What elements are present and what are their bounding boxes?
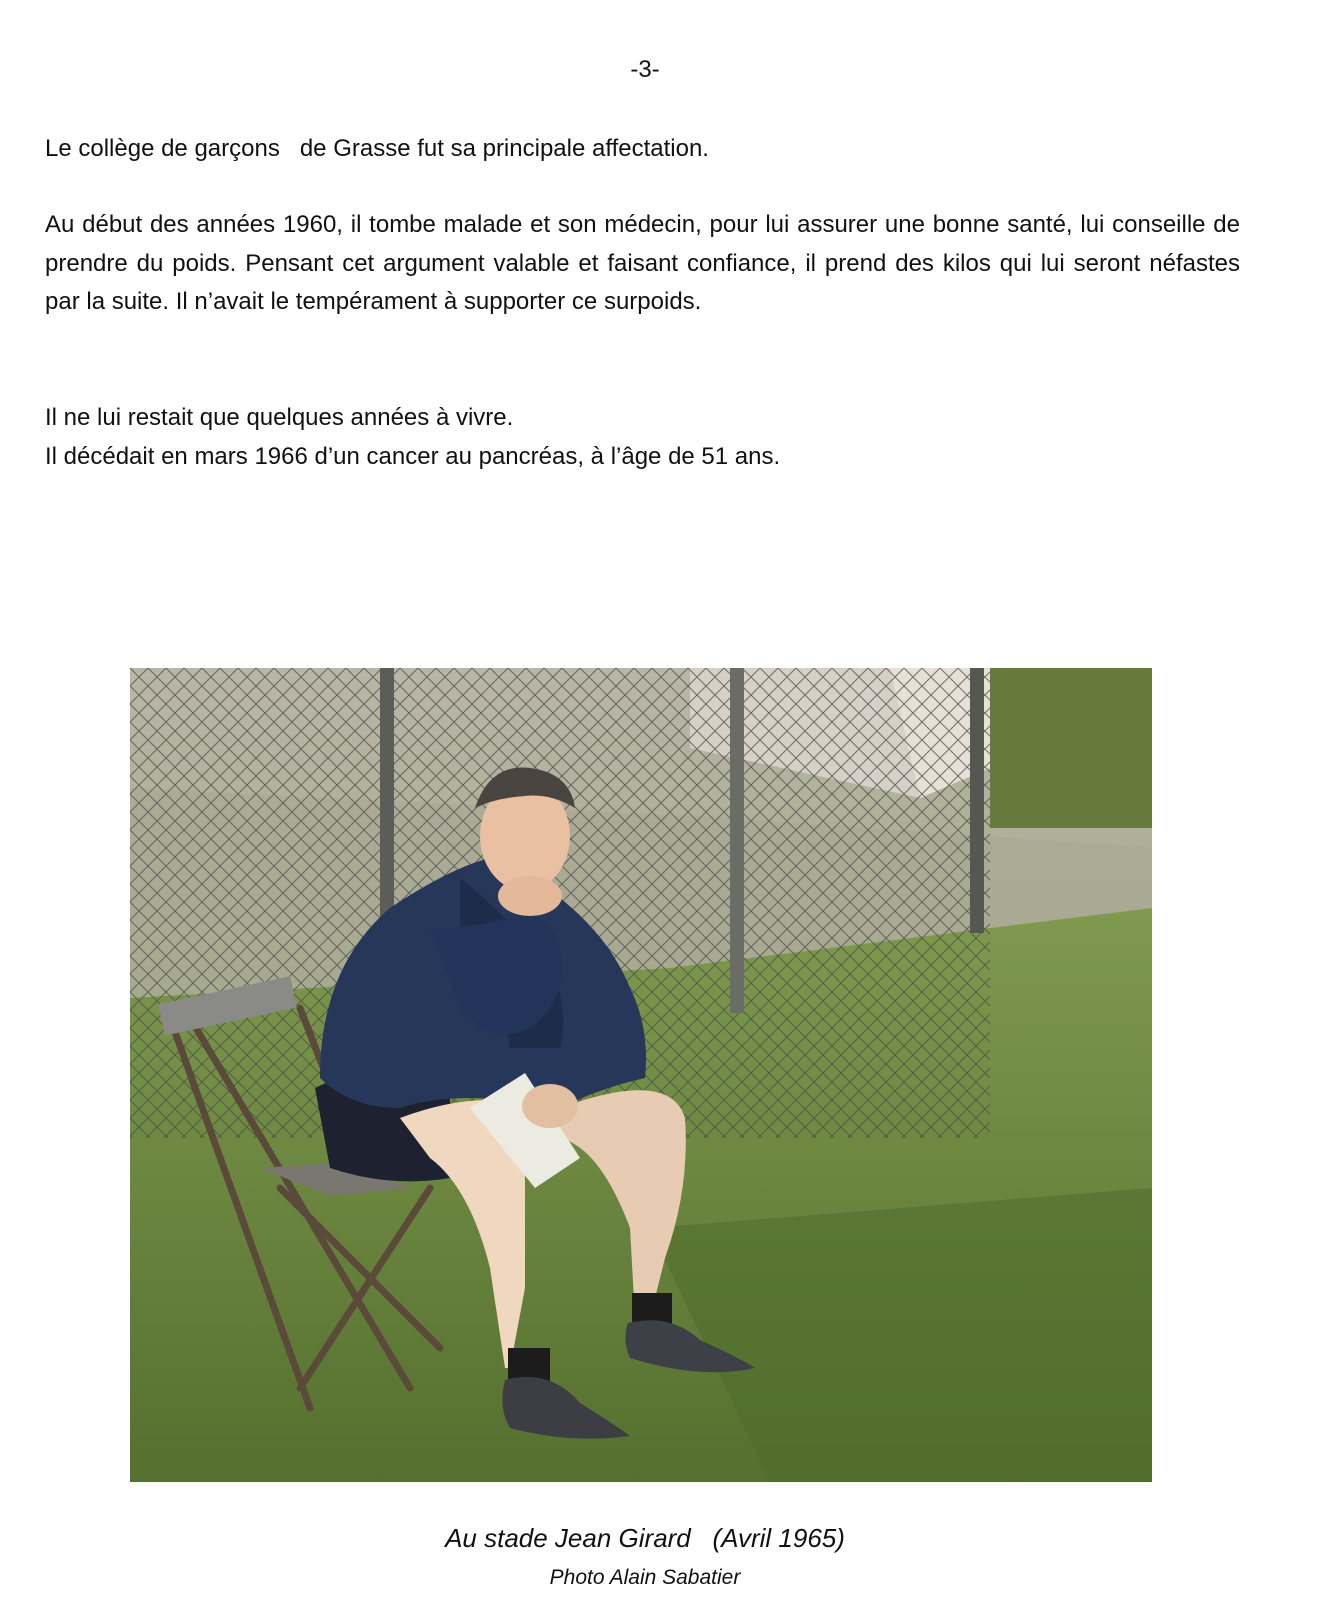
paragraph-death <box>45 399 1240 476</box>
paragraph-line: Il ne lui restait que quelques années à vivre. <box>45 404 514 431</box>
paragraph-text: Le collège de garçons de Grasse fut sa principale affectation. <box>45 135 709 162</box>
paragraph-illness <box>45 206 1240 322</box>
page-number: -3- <box>630 56 660 83</box>
photo-caption-credit: Photo Alain Sabatier <box>549 1566 741 1589</box>
paragraph-line: Il décédait en mars 1966 d’un cancer au pancréas, à l’âge de 51 ans. <box>45 442 781 470</box>
photo-man-on-chair <box>130 668 1152 1482</box>
paragraph-text: Au début des années 1960, il tombe malade et son médecin, pour lui assurer une bonne santé, lui conseille de prendre du poids. Pensant cet argument valable et faisant confiance, il prend des kilos qui lui seront néfastes par la suite. Il n’avait le tempérament à supporter ce surpoids. <box>45 211 1240 315</box>
photo-caption-title: Au stade Jean Girard (Avril 1965) <box>445 1523 845 1553</box>
paragraph-assignment <box>45 130 1240 169</box>
